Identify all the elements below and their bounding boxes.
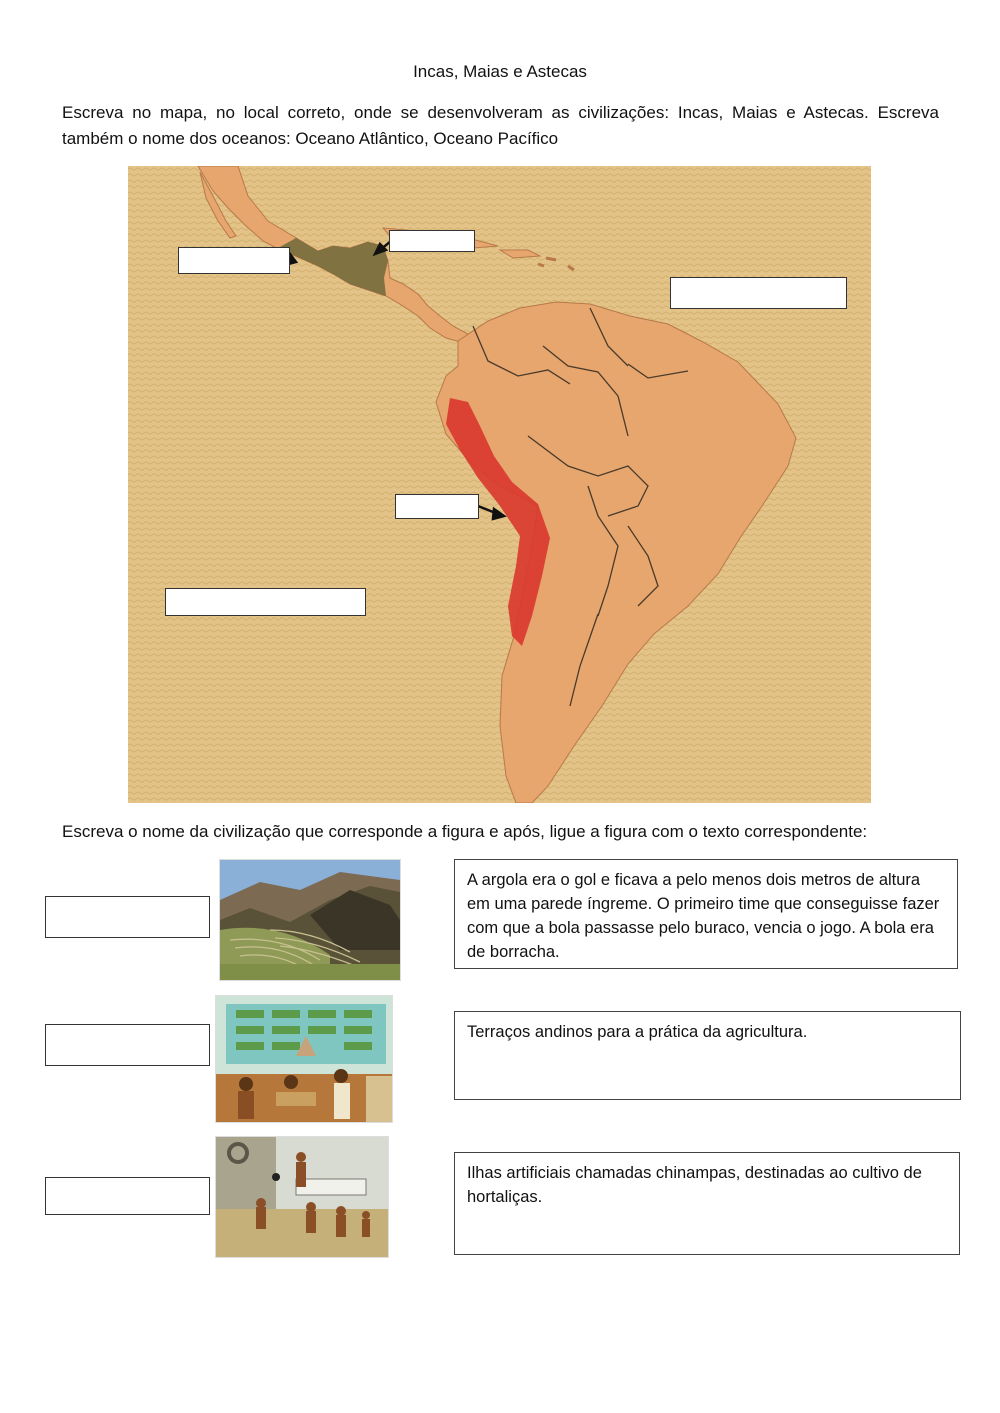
figure-2-name-box[interactable]	[45, 1024, 210, 1066]
atlantic-ocean-answer-box[interactable]	[670, 277, 847, 309]
text-box-1: A argola era o gol e ficava a pelo menos dois metros de altura em uma parede íngreme. O primeiro time que conseguisse fazer com que a bola passasse pelo buraco, vencia o jogo. A bola era de borracha.	[454, 859, 958, 969]
map-instruction: Escreva no mapa, no local correto, onde se desenvolveram as civilizações: Incas, Maias e Astecas. Escreva também o nome dos oceanos: Oceano Atlântico, Oceano Pacífico	[62, 103, 939, 148]
figure-3-name-box[interactable]	[45, 1177, 210, 1215]
maya-answer-box[interactable]	[389, 230, 475, 252]
maya-ballgame-image	[215, 1136, 389, 1258]
text-box-2: Terraços andinos para a prática da agricultura.	[454, 1011, 961, 1100]
text-box-3: Ilhas artificiais chamadas chinampas, destinadas ao cultivo de hortaliças.	[454, 1152, 960, 1255]
aztec-answer-box[interactable]	[178, 247, 290, 274]
worksheet-title: Incas, Maias e Astecas	[413, 62, 587, 81]
chinampas-image	[215, 995, 393, 1123]
inca-answer-box[interactable]	[395, 494, 479, 519]
andean-terraces-image	[219, 859, 401, 981]
figure-1-name-box[interactable]	[45, 896, 210, 938]
matching-instruction: Escreva o nome da civilização que corresponde a figura e após, ligue a figura com o texto correspondente:	[62, 822, 868, 841]
pacific-ocean-answer-box[interactable]	[165, 588, 366, 616]
